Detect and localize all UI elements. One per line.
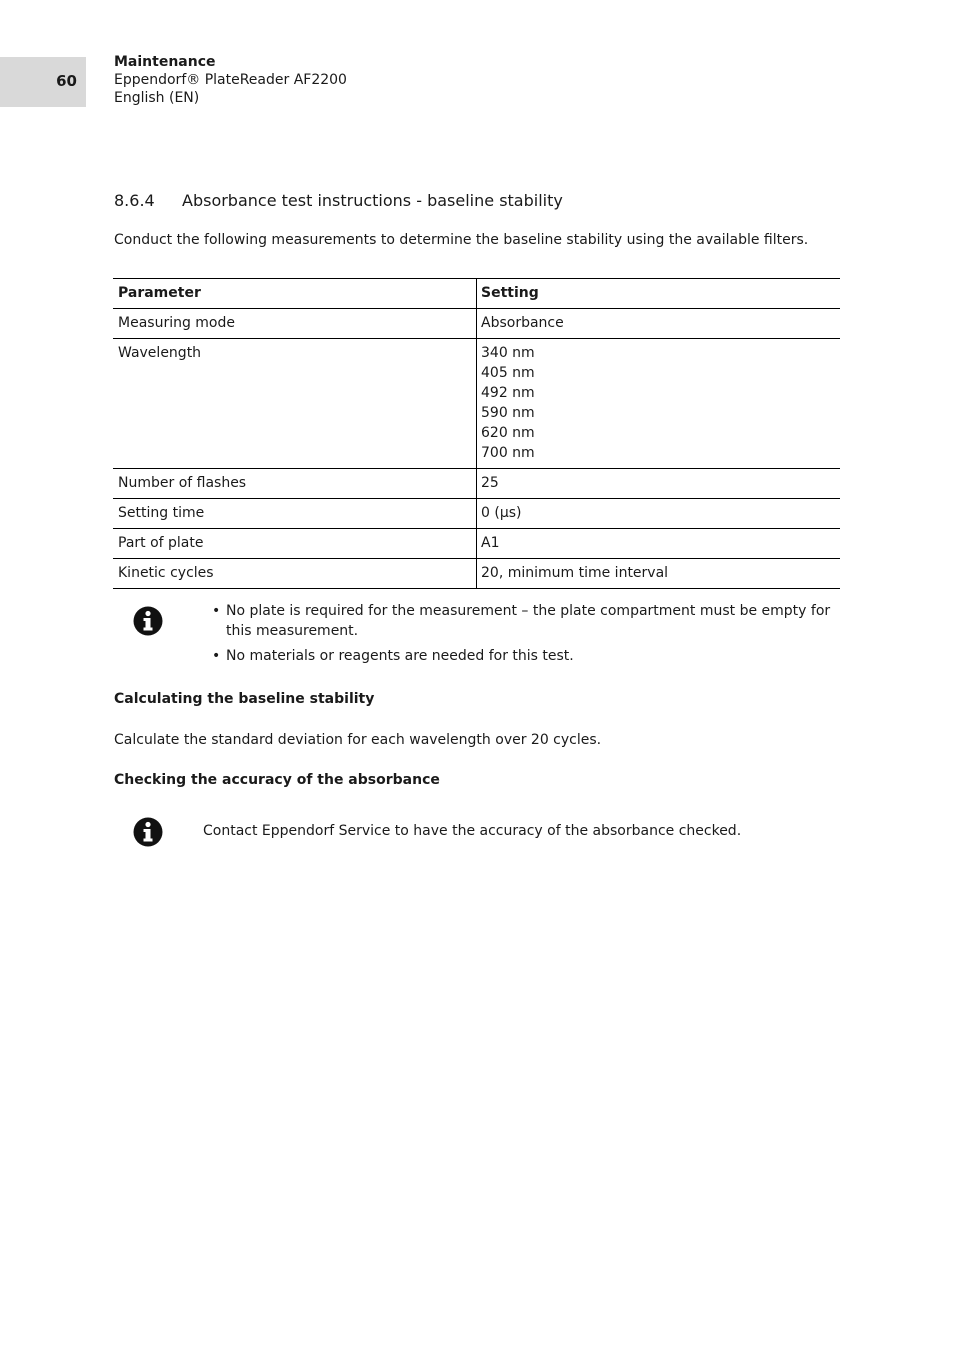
setting-value: 25 [481,475,499,491]
document-language: English (EN) [114,90,200,106]
intro-paragraph: Conduct the following measurements to determine the baseline stability using the available filters. [114,232,809,248]
table-header-row [113,279,840,309]
setting-value: 492 nm [481,385,535,401]
chapter-title: Maintenance [114,54,216,70]
setting-value: 700 nm [481,445,535,461]
table-row [113,339,840,469]
setting-cell [477,469,841,499]
section-number: 8.6.4 [114,191,155,210]
column-header-parameter: Parameter [113,279,477,309]
running-head [114,53,347,107]
setting-cell [477,499,841,529]
info-icon [133,606,163,636]
page-number: 60 [56,72,77,90]
table-row [113,309,840,339]
table-row [113,499,840,529]
parameter-cell: Number of flashes [113,469,477,499]
setting-value: 340 nm [481,345,535,361]
product-name: Eppendorf® PlateReader AF2200 [114,72,347,88]
setting-cell [477,559,841,589]
table-row [113,469,840,499]
setting-value: 405 nm [481,365,535,381]
accuracy-note: Contact Eppendorf Service to have the accuracy of the absorbance checked. [203,823,742,839]
parameter-cell: Wavelength [113,339,477,469]
calc-paragraph: Calculate the standard deviation for each wavelength over 20 cycles. [114,732,602,748]
parameter-cell: Measuring mode [113,309,477,339]
setting-value: 0 (µs) [481,505,522,521]
setting-cell [477,529,841,559]
setting-cell [477,309,841,339]
setting-value: Absorbance [481,315,564,331]
setting-cell [477,339,841,469]
note-text: No materials or reagents are needed for this test. [226,648,574,664]
list-item: • No plate is required for the measurement – the plate compartment must be empty for this measurement. [212,603,831,639]
setting-value: 20, minimum time interval [481,565,669,581]
table-row [113,559,840,589]
parameter-cell: Setting time [113,499,477,529]
section-heading [114,191,563,211]
table-row [113,529,840,559]
parameter-cell: Kinetic cycles [113,559,477,589]
list-item: • No materials or reagents are needed for this test. [212,648,574,664]
setting-value: 590 nm [481,405,535,421]
info-icon [133,817,163,847]
accuracy-heading: Checking the accuracy of the absorbance [114,772,440,788]
column-header-setting: Setting [477,279,841,309]
note-text: No plate is required for the measurement – the plate compartment must be empty for this measurement. [226,603,831,639]
parameter-cell: Part of plate [113,529,477,559]
setting-value: 620 nm [481,425,535,441]
note-list [212,601,842,671]
section-title: Absorbance test instructions - baseline stability [182,191,563,210]
calc-heading: Calculating the baseline stability [114,691,375,707]
parameter-table [113,278,840,589]
setting-value: A1 [481,535,500,551]
